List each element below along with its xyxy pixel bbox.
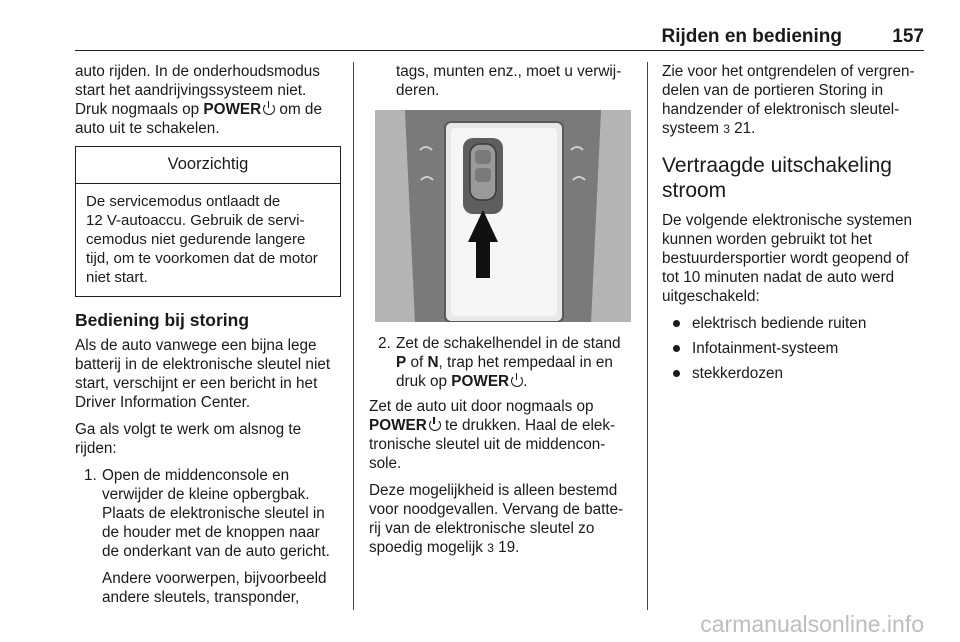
text-line (369, 538, 634, 558)
list-item-step-2 (369, 334, 634, 391)
text-line: andere sleutels, transponder, (102, 589, 300, 606)
bullet-icon (673, 345, 680, 352)
text-line: niet start. (86, 269, 148, 286)
paragraph (662, 211, 928, 306)
text-line: Plaats de elektronische sleutel in (102, 505, 325, 522)
column-divider-2 (647, 62, 648, 610)
text-line (396, 353, 634, 372)
text-line: bestuurdersportier wordt geopend of (662, 250, 909, 267)
caution-box (75, 146, 341, 297)
text-line: tot 10 minuten nadat de auto werd (662, 269, 895, 286)
page-ref-arrow[interactable]: 3 (487, 541, 494, 555)
power-label: POWER (369, 417, 427, 434)
caution-body (76, 184, 340, 296)
text-line: verwijder de kleine opbergbak. (102, 486, 310, 503)
text-fragment: . (523, 373, 528, 390)
text-line: Andere voorwerpen, bijvoorbeeld (102, 570, 327, 587)
text-fragment: of (406, 354, 428, 371)
text-line (396, 372, 634, 391)
power-label: POWER (451, 373, 510, 390)
text-line: Zie voor het ontgrendelen of vergren- (662, 63, 915, 80)
gear-n: N (427, 354, 439, 371)
text-line: delen van de portieren Storing in (662, 82, 884, 99)
caution-title: Voorzichtig (76, 147, 340, 184)
text-fragment: Druk nogmaals op (75, 101, 204, 118)
text-line: uitgeschakeld: (662, 288, 760, 305)
text-line: cemodus niet gedurende langere (86, 231, 306, 248)
page-header (75, 22, 924, 51)
text-line: Open de middenconsole en (102, 467, 290, 484)
heading-line: Vertraagde uitschakeling (662, 154, 892, 177)
text-fragment: druk op (396, 373, 452, 390)
page-ref[interactable]: 19. (493, 539, 520, 556)
bullet-text: Infotainment-systeem (692, 340, 839, 357)
heading-line: stroom (662, 179, 727, 202)
list-item (662, 314, 928, 333)
paragraph (75, 420, 341, 458)
text-fragment: spoedig mogelijk (369, 539, 488, 556)
column-divider-1 (353, 62, 354, 610)
text-fragment: , trap het rempedaal in en (438, 354, 613, 371)
console-key-holder-illustration (375, 110, 631, 322)
step-number: 1. (84, 467, 97, 484)
text-line: 12 V-autoaccu. Gebruik de servi- (86, 212, 305, 229)
text-line: auto rijden. In de onderhoudsmodus (75, 63, 320, 80)
text-line: de houder met de knoppen naar (102, 524, 320, 541)
step-number: 2. (378, 335, 391, 352)
paragraph (369, 481, 634, 558)
text-line (369, 416, 634, 435)
text-fragment: te drukken. Haal de elek- (440, 417, 616, 434)
text-line: sole. (369, 455, 402, 472)
bullet-icon (673, 370, 680, 377)
text-line: start, verschijnt er een bericht in het (75, 375, 318, 392)
text-line: start het aandrijvingssysteem niet. (75, 82, 307, 99)
intro-paragraph (75, 62, 341, 138)
text-line: rij van de elektronische sleutel zo (369, 520, 595, 537)
text-line: tronische sleutel uit de middencon- (369, 436, 606, 453)
text-fragment: om de (275, 101, 322, 118)
page-number: 157 (892, 26, 924, 47)
text-line: De servicemodus ontlaadt de (86, 193, 281, 210)
text-line: Driver Information Center. (75, 394, 251, 411)
text-line: Ga als volgt te werk om alsnog te (75, 421, 302, 438)
text-line: Zet de schakelhendel in de stand (396, 335, 621, 352)
step-1-continuation (369, 62, 634, 100)
power-label: POWER (203, 101, 262, 118)
page-ref[interactable]: 21. (729, 120, 756, 137)
paragraph (369, 397, 634, 473)
column-1 (75, 62, 341, 613)
paragraph (662, 62, 928, 139)
text-line: tags, munten enz., moet u verwij- (396, 63, 622, 80)
power-icon (511, 375, 523, 387)
section-heading-large (662, 153, 928, 203)
paragraph (75, 336, 341, 412)
text-line: Deze mogelijkheid is alleen bestemd (369, 482, 618, 499)
text-line: handzender of elektronisch sleutel- (662, 101, 900, 118)
bullet-icon (673, 320, 680, 327)
list-item-step-1 (75, 466, 341, 607)
text-line (662, 119, 928, 139)
bullet-text: stekkerdozen (692, 365, 783, 382)
list-item (662, 339, 928, 358)
column-3 (662, 62, 928, 389)
text-line: kunnen worden gebruikt tot het (662, 231, 873, 248)
gear-p: P (396, 354, 407, 371)
text-line: De volgende elektronische systemen (662, 212, 912, 229)
page-ref-arrow[interactable]: 3 (723, 122, 730, 136)
column-2 (369, 62, 634, 566)
header-title: Rijden en bediening (661, 26, 842, 47)
bullet-text: elektrisch bediende ruiten (692, 315, 867, 332)
text-line (75, 100, 341, 119)
text-line: deren. (396, 82, 440, 99)
list-item (662, 364, 928, 383)
power-icon (429, 419, 441, 431)
text-line: voor noodgevallen. Vervang de batte- (369, 501, 624, 518)
text-line: batterij in de elektronische sleutel niet (75, 356, 331, 373)
text-fragment: systeem (662, 120, 724, 137)
text-line: Zet de auto uit door nogmaals op (369, 398, 594, 415)
watermark: carmanualsonline.info (700, 611, 924, 637)
text-line: Als de auto vanwege een bijna lege (75, 337, 317, 354)
power-icon (263, 103, 275, 115)
text-line: tijd, om te voorkomen dat de motor (86, 250, 318, 267)
text-line: de onderkant van de auto gericht. (102, 543, 330, 560)
text-line: rijden: (75, 440, 117, 457)
text-line: auto uit te schakelen. (75, 120, 220, 137)
section-heading: Bediening bij storing (75, 310, 250, 330)
